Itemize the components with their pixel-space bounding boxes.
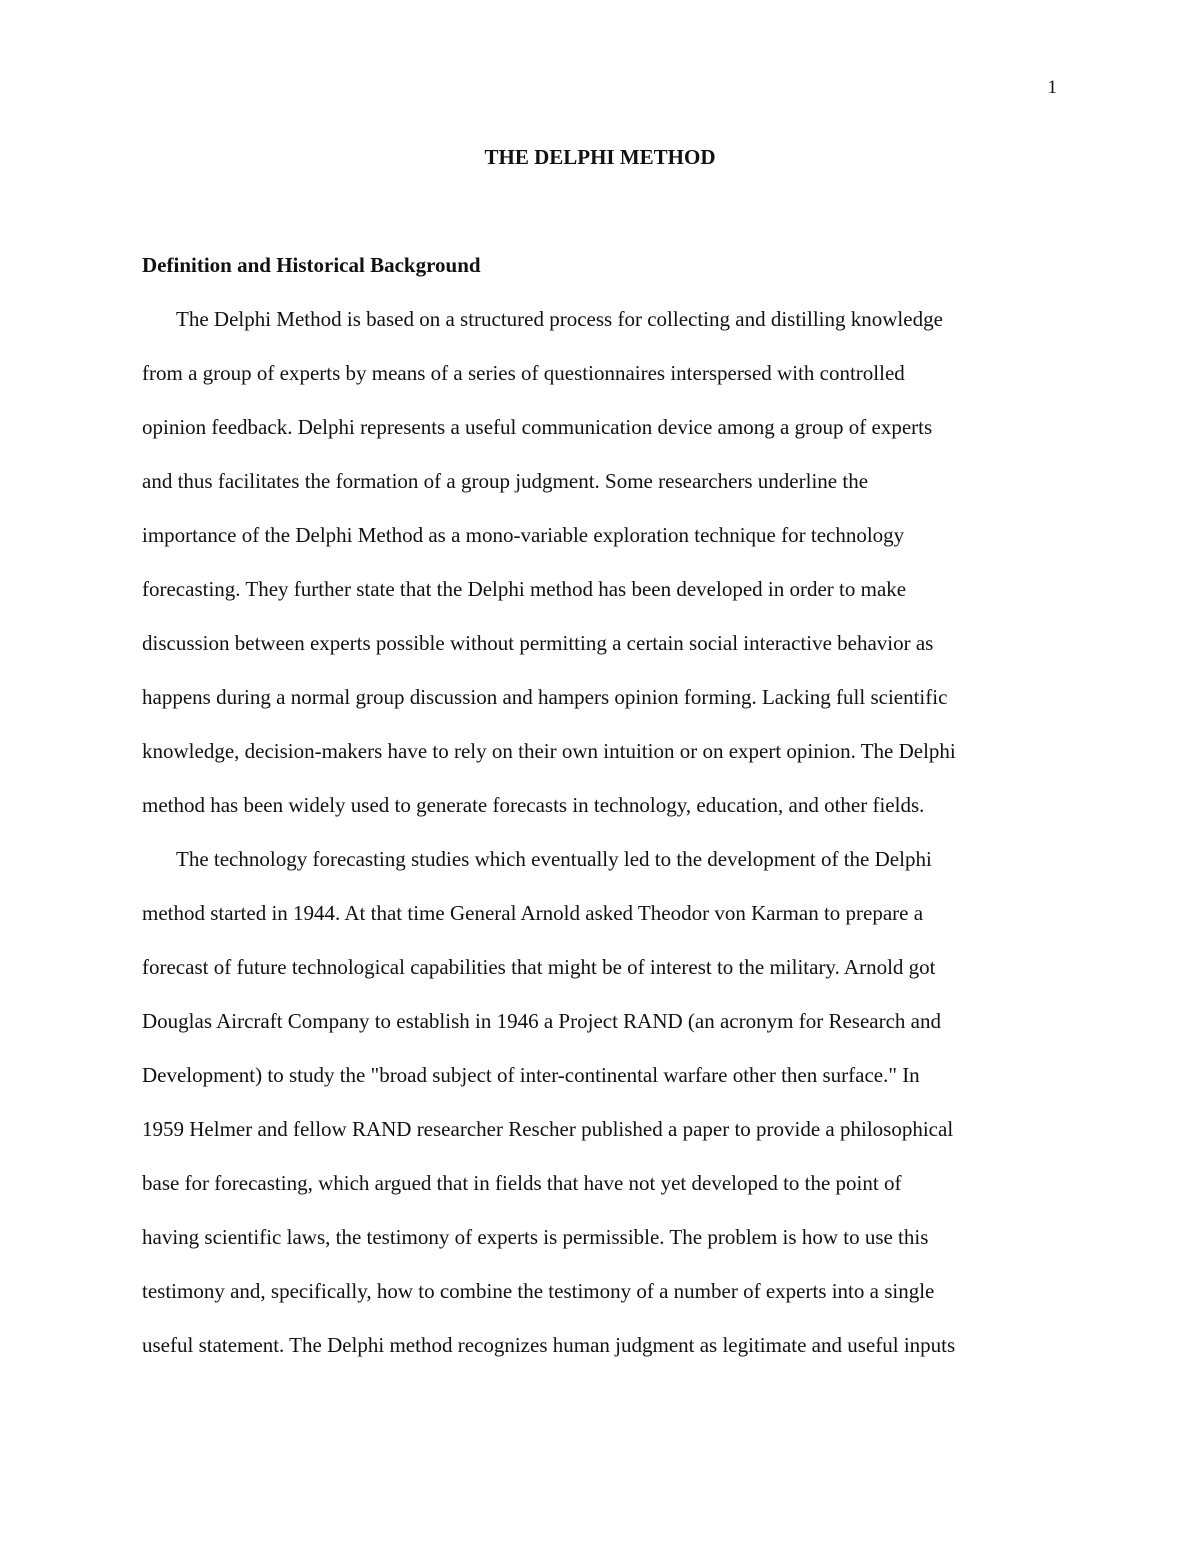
paragraph-line: The Delphi Method is based on a structured process for collecting and distilling knowledge	[176, 307, 943, 331]
paragraph-line: and thus facilitates the formation of a group judgment. Some researchers underline the	[142, 469, 869, 493]
paragraph-line: knowledge, decision-makers have to rely on their own intuition or on expert opinion. The Delphi	[142, 739, 956, 763]
paragraph-line: from a group of experts by means of a series of questionnaires interspersed with controlled	[142, 361, 905, 385]
paragraph-line: base for forecasting, which argued that in fields that have not yet developed to the point of	[142, 1171, 902, 1195]
paragraph-line: discussion between experts possible without permitting a certain social interactive behavior as	[142, 631, 934, 655]
page-number: 1	[1047, 77, 1057, 98]
paragraph-line: opinion feedback. Delphi represents a useful communication device among a group of experts	[142, 415, 933, 439]
paragraph-line: importance of the Delphi Method as a mono-variable exploration technique for technology	[142, 523, 905, 547]
paragraph-line: Douglas Aircraft Company to establish in 1946 a Project RAND (an acronym for Research and	[142, 1009, 941, 1033]
paragraph-line: having scientific laws, the testimony of experts is permissible. The problem is how to use this	[142, 1225, 929, 1249]
paragraph-1	[142, 306, 1062, 846]
paragraph-line: forecast of future technological capabilities that might be of interest to the military. Arnold got	[142, 955, 936, 979]
paragraph-2	[142, 846, 1062, 1386]
paragraph-line: forecasting. They further state that the Delphi method has been developed in order to make	[142, 577, 907, 601]
paragraph-line: The technology forecasting studies which eventually led to the development of the Delphi	[176, 847, 932, 871]
paragraph-line: useful statement. The Delphi method recognizes human judgment as legitimate and useful inputs	[142, 1333, 956, 1357]
paragraph-line: 1959 Helmer and fellow RAND researcher Rescher published a paper to provide a philosophical	[142, 1117, 954, 1141]
section-heading: Definition and Historical Background	[142, 253, 481, 277]
paragraph-line: Development) to study the "broad subject of inter-continental warfare other then surface." In	[142, 1063, 920, 1087]
paragraph-line: method started in 1944. At that time General Arnold asked Theodor von Karman to prepare a	[142, 901, 924, 925]
paragraph-line: method has been widely used to generate forecasts in technology, education, and other fields.	[142, 793, 925, 817]
paragraph-line: testimony and, specifically, how to combine the testimony of a number of experts into a single	[142, 1279, 935, 1303]
document-title: THE DELPHI METHOD	[484, 145, 716, 169]
paragraph-line: happens during a normal group discussion and hampers opinion forming. Lacking full scientific	[142, 685, 948, 709]
